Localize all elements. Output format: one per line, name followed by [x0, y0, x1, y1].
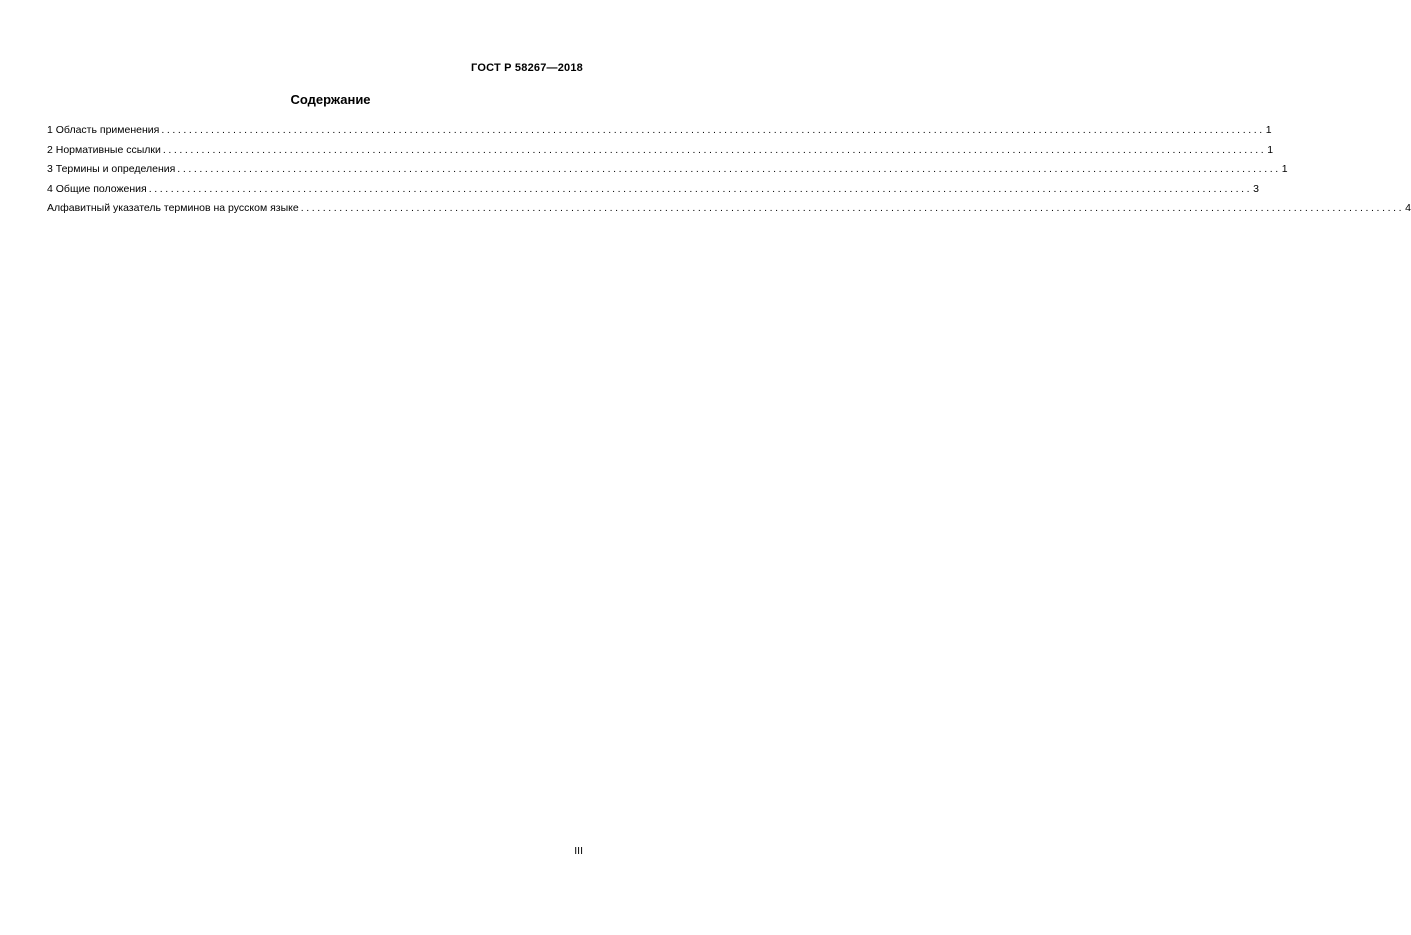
toc-dot-leader: ........................................................................................................................................................................................................ — [300, 202, 1405, 214]
toc-entry-label: 1 Область применения — [47, 124, 160, 136]
toc-entry-page: 1 — [1281, 163, 1288, 175]
toc-entry-terms-definitions[interactable] — [47, 160, 1288, 180]
toc-entry-label: 2 Нормативные ссылки — [47, 143, 161, 156]
toc-entry-label: 4 Общие положения — [47, 182, 147, 195]
toc-entry-scope[interactable] — [47, 121, 1272, 141]
toc-dot-leader: ........................................................................................................................................................................................................ — [177, 163, 1281, 175]
toc-entry-normative-references[interactable] — [47, 141, 1274, 161]
toc-entry-general-provisions[interactable] — [47, 180, 1259, 200]
toc-entry-label: 3 Термины и определения — [47, 163, 176, 175]
toc-entry-label: Алфавитный указатель терминов на русском языке — [47, 202, 299, 214]
toc-dot-leader: ........................................................................................................................................................................................................ — [162, 143, 1267, 156]
toc-entry-page: 3 — [1253, 182, 1259, 195]
toc-entry-page: 4 — [1405, 202, 1411, 214]
toc-entry-page: 1 — [1265, 124, 1272, 136]
page-number: III — [574, 845, 583, 857]
toc-dot-leader: ........................................................................................................................................................................................................ — [148, 182, 1253, 195]
toc-dot-leader: ........................................................................................................................................................................................................ — [161, 124, 1265, 136]
table-of-contents — [47, 121, 1411, 219]
toc-entry-page: 1 — [1267, 143, 1274, 156]
document-code: ГОСТ Р 58267—2018 — [471, 62, 583, 74]
toc-entry-alphabetical-index[interactable] — [47, 199, 1411, 219]
toc-title: Содержание — [290, 92, 371, 107]
